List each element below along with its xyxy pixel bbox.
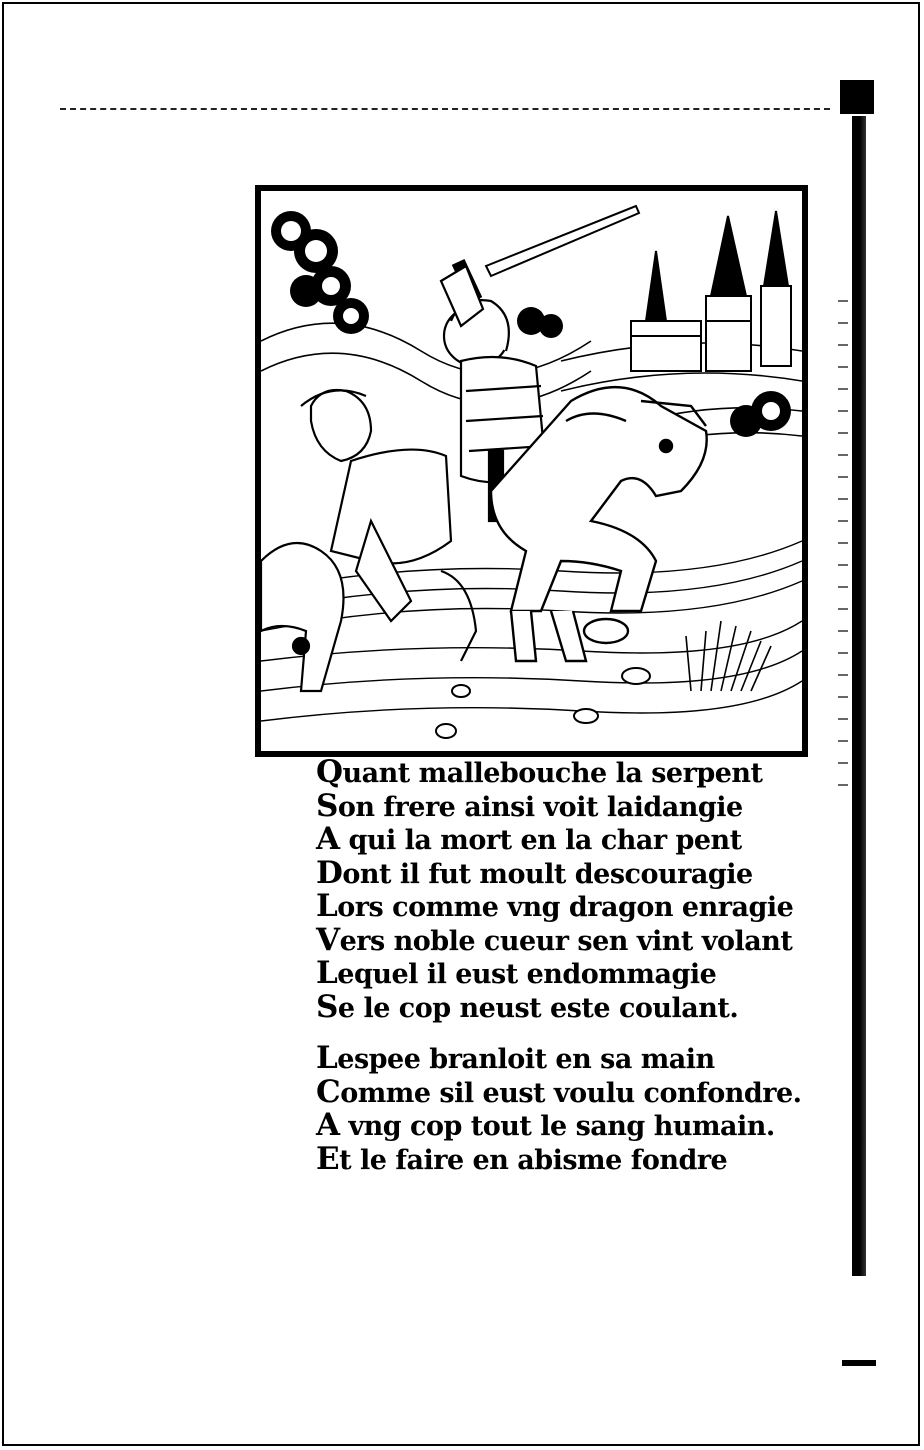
fallen-rider [261, 390, 476, 691]
verse-line: Dont il fut moult descouragie [316, 854, 753, 891]
gutter-shadow [852, 116, 866, 1276]
verse-line: Vers noble cueur sen vint volant [316, 921, 793, 958]
verse-line: Son frere ainsi voit laidangie [316, 787, 743, 824]
verse-line: Lequel il eust endommagie [316, 955, 717, 991]
verse-line: Lors comme vng dragon enragie [316, 888, 794, 924]
verse-line: Se le cop neust este coulant. [316, 988, 739, 1025]
head-rule [60, 108, 830, 110]
castle [631, 211, 791, 371]
verse-line: Et le faire en abisme fondre [316, 1140, 728, 1177]
verse-line: Comme sil eust voulu confondre. [316, 1073, 802, 1110]
verse-line: A vng cop tout le sang humain. [316, 1107, 775, 1143]
verse-line: Lespee branloit en sa main [316, 1040, 715, 1076]
poem-text [316, 754, 802, 1177]
foot-mark [842, 1360, 876, 1366]
gutter-block [840, 80, 874, 114]
sword [453, 206, 639, 302]
stanza-break [316, 1024, 776, 1042]
gutter-specks [838, 300, 848, 800]
woodcut-illustration [255, 185, 808, 757]
verse-line: Quant mallebouche la serpent [316, 754, 763, 790]
verse-line: A qui la mort en la char pent [316, 821, 742, 857]
